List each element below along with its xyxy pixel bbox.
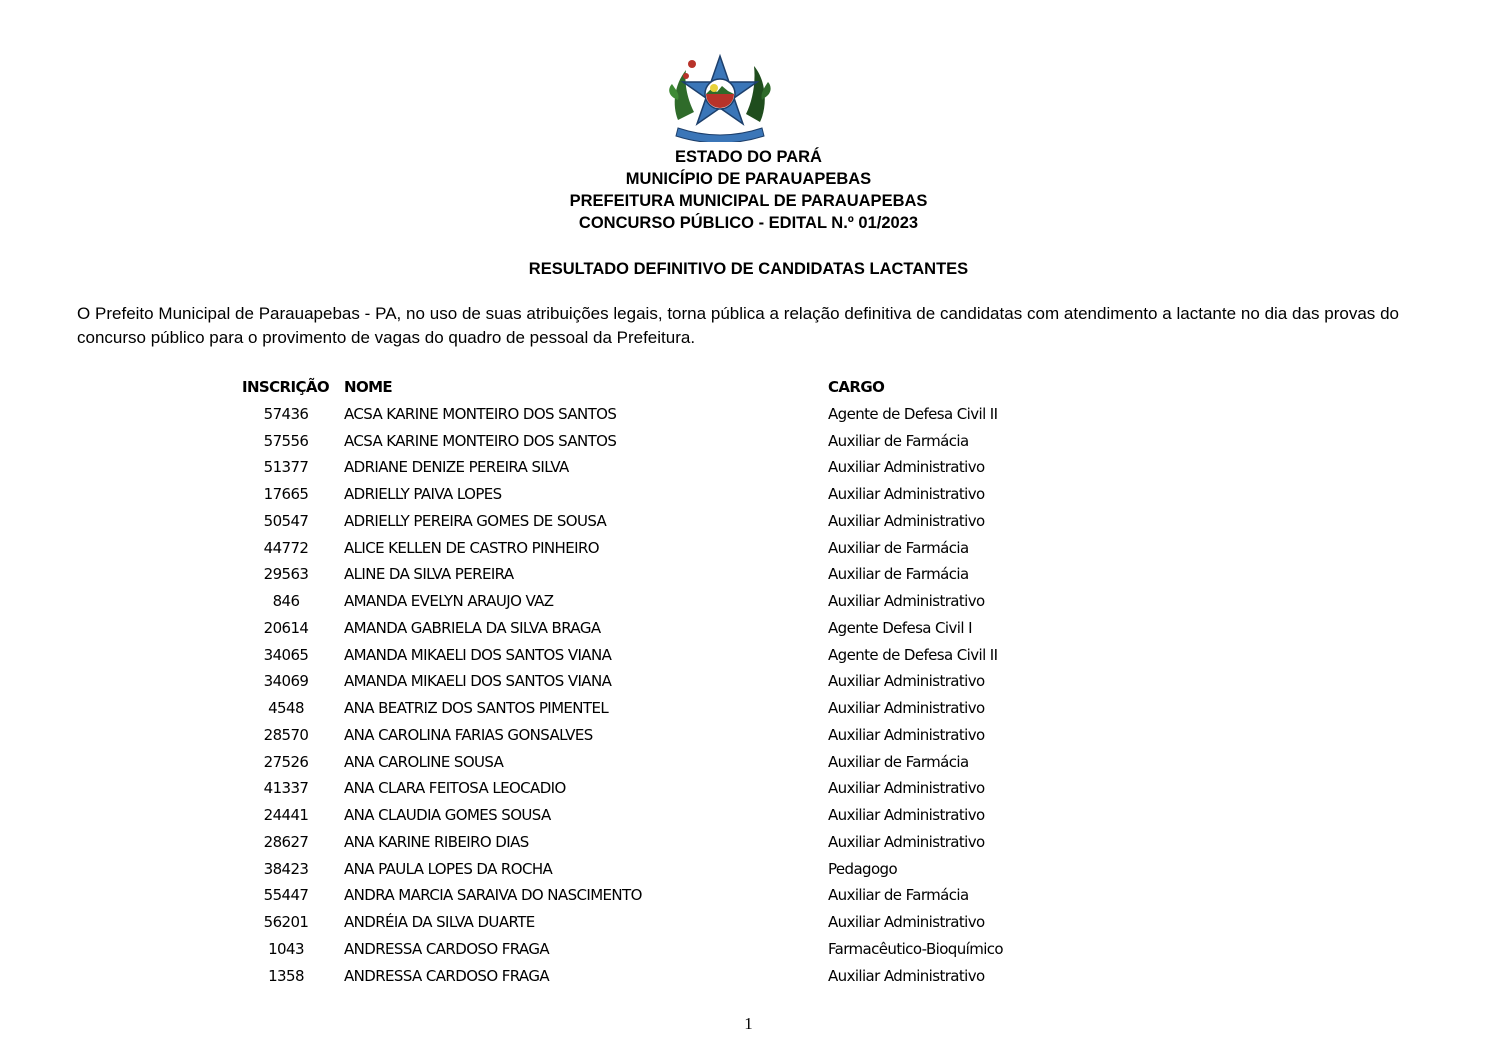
cell-cargo: Farmacêutico-Bioquímico [828, 939, 1003, 958]
cell-nome: ADRIELLY PAIVA LOPES [344, 485, 502, 503]
table-row [0, 508, 1497, 535]
cell-cargo: Agente Defesa Civil I [828, 618, 972, 637]
cell-cargo: Auxiliar de Farmácia [828, 431, 969, 450]
cell-cargo: Auxiliar de Farmácia [828, 565, 969, 584]
cell-nome: ANA CAROLINA FARIAS GONSALVES [344, 725, 593, 744]
cell-nome: ADRIELLY PEREIRA GOMES DE SOUSA [344, 511, 607, 530]
table-body [0, 401, 1497, 990]
cell-nome: ANDRESSA CARDOSO FRAGA [344, 966, 550, 985]
table-row [0, 829, 1497, 856]
cell-inscricao: 20614 [263, 618, 309, 637]
cell-cargo: Auxiliar Administrativo [828, 966, 985, 985]
cell-inscricao: 34065 [263, 645, 309, 664]
cell-nome: ANA PAULA LOPES DA ROCHA [344, 859, 553, 878]
cell-cargo: Auxiliar Administrativo [828, 592, 985, 610]
table-row [0, 561, 1497, 588]
table-row [0, 722, 1497, 749]
candidates-table [0, 374, 1497, 989]
cell-inscricao: 17665 [263, 485, 309, 503]
table-row [0, 909, 1497, 936]
cell-cargo: Auxiliar de Farmácia [828, 752, 969, 771]
table-row [0, 695, 1497, 722]
cell-inscricao: 55447 [263, 886, 309, 905]
coat-of-arms-icon [664, 50, 776, 142]
cell-nome: AMANDA GABRIELA DA SILVA BRAGA [344, 618, 601, 637]
cell-nome: AMANDA MIKAELI DOS SANTOS VIANA [344, 672, 612, 691]
document-title: RESULTADO DEFINITIVO DE CANDIDATAS LACTANTES [528, 260, 969, 278]
cell-nome: AMANDA EVELYN ARAUJO VAZ [344, 592, 554, 610]
cell-inscricao: 56201 [263, 913, 309, 931]
column-header-inscricao: INSCRIÇÃO [242, 378, 330, 396]
cell-nome: ALINE DA SILVA PEREIRA [344, 565, 514, 584]
cell-nome: ACSA KARINE MONTEIRO DOS SANTOS [344, 431, 617, 450]
column-header-nome: NOME [344, 378, 393, 396]
cell-cargo: Auxiliar de Farmácia [828, 886, 969, 905]
table-row [0, 588, 1497, 615]
cell-inscricao: 4548 [268, 699, 304, 717]
cell-inscricao: 29563 [263, 565, 309, 584]
cell-inscricao: 846 [272, 592, 300, 610]
table-row [0, 749, 1497, 776]
cell-inscricao: 44772 [263, 538, 309, 557]
heading-state: ESTADO DO PARÁ [675, 148, 822, 166]
cell-cargo: Auxiliar Administrativo [828, 485, 985, 503]
cell-cargo: Auxiliar Administrativo [828, 725, 985, 744]
cell-inscricao: 1358 [268, 966, 304, 985]
table-row [0, 963, 1497, 990]
cell-nome: ALICE KELLEN DE CASTRO PINHEIRO [344, 538, 599, 557]
table-header [0, 374, 1497, 401]
cell-nome: ANA KARINE RIBEIRO DIAS [344, 832, 529, 851]
cell-nome: AMANDA MIKAELI DOS SANTOS VIANA [344, 645, 612, 664]
table-row [0, 936, 1497, 963]
cell-cargo: Auxiliar Administrativo [828, 779, 985, 798]
cell-cargo: Auxiliar de Farmácia [828, 538, 969, 557]
cell-cargo: Auxiliar Administrativo [828, 832, 985, 851]
table-row [0, 615, 1497, 642]
cell-inscricao: 57556 [263, 431, 309, 450]
cell-nome: ANDRESSA CARDOSO FRAGA [344, 939, 550, 958]
cell-inscricao: 28627 [263, 832, 309, 851]
cell-cargo: Auxiliar Administrativo [828, 913, 985, 931]
cell-inscricao: 57436 [263, 404, 309, 423]
cell-inscricao: 34069 [263, 672, 309, 691]
table-row [0, 535, 1497, 562]
heading-municipality: MUNICÍPIO DE PARAUAPEBAS [625, 170, 872, 188]
table-row [0, 401, 1497, 428]
cell-nome: ADRIANE DENIZE PEREIRA SILVA [344, 458, 569, 477]
cell-nome: ANA BEATRIZ DOS SANTOS PIMENTEL [344, 699, 609, 717]
cell-inscricao: 50547 [263, 511, 309, 530]
cell-inscricao: 51377 [263, 458, 309, 477]
table-row [0, 775, 1497, 802]
table-row [0, 668, 1497, 695]
cell-nome: ANA CLARA FEITOSA LEOCADIO [344, 779, 566, 798]
table-row [0, 802, 1497, 829]
cell-nome: ANDRA MARCIA SARAIVA DO NASCIMENTO [344, 886, 642, 905]
heading-prefecture: PREFEITURA MUNICIPAL DE PARAUAPEBAS [569, 192, 928, 210]
cell-inscricao: 41337 [263, 779, 309, 798]
cell-cargo: Auxiliar Administrativo [828, 458, 985, 477]
intro-paragraph: O Prefeito Municipal de Parauapebas - PA, no uso de suas atribuições legais, torna pública a relação definitiva de candidatas com atendimento a lactante no dia das provas do concurso público para o provimento de vagas do quadro de pessoal da Prefeitura. [77, 304, 1399, 347]
cell-cargo: Agente de Defesa Civil II [828, 645, 998, 664]
column-header-cargo: CARGO [828, 378, 885, 396]
cell-inscricao: 38423 [263, 859, 309, 878]
cell-inscricao: 24441 [263, 806, 309, 824]
table-row [0, 856, 1497, 883]
page-number: 1 [744, 1014, 753, 1033]
cell-cargo: Auxiliar Administrativo [828, 806, 985, 824]
cell-cargo: Auxiliar Administrativo [828, 511, 985, 530]
table-row [0, 454, 1497, 481]
cell-cargo: Auxiliar Administrativo [828, 699, 985, 717]
cell-inscricao: 28570 [263, 725, 309, 744]
table-row [0, 642, 1497, 669]
cell-inscricao: 1043 [268, 939, 304, 958]
cell-nome: ANA CAROLINE SOUSA [344, 752, 504, 771]
heading-contest: CONCURSO PÚBLICO - EDITAL N.º 01/2023 [578, 214, 919, 232]
cell-nome: ANA CLAUDIA GOMES SOUSA [344, 806, 551, 824]
table-row [0, 882, 1497, 909]
cell-cargo: Agente de Defesa Civil II [828, 404, 998, 423]
cell-cargo: Pedagogo [828, 859, 898, 878]
cell-nome: ACSA KARINE MONTEIRO DOS SANTOS [344, 404, 617, 423]
cell-inscricao: 27526 [263, 752, 309, 771]
table-row [0, 481, 1497, 508]
cell-nome: ANDRÉIA DA SILVA DUARTE [344, 913, 535, 931]
table-row [0, 428, 1497, 455]
cell-cargo: Auxiliar Administrativo [828, 672, 985, 691]
